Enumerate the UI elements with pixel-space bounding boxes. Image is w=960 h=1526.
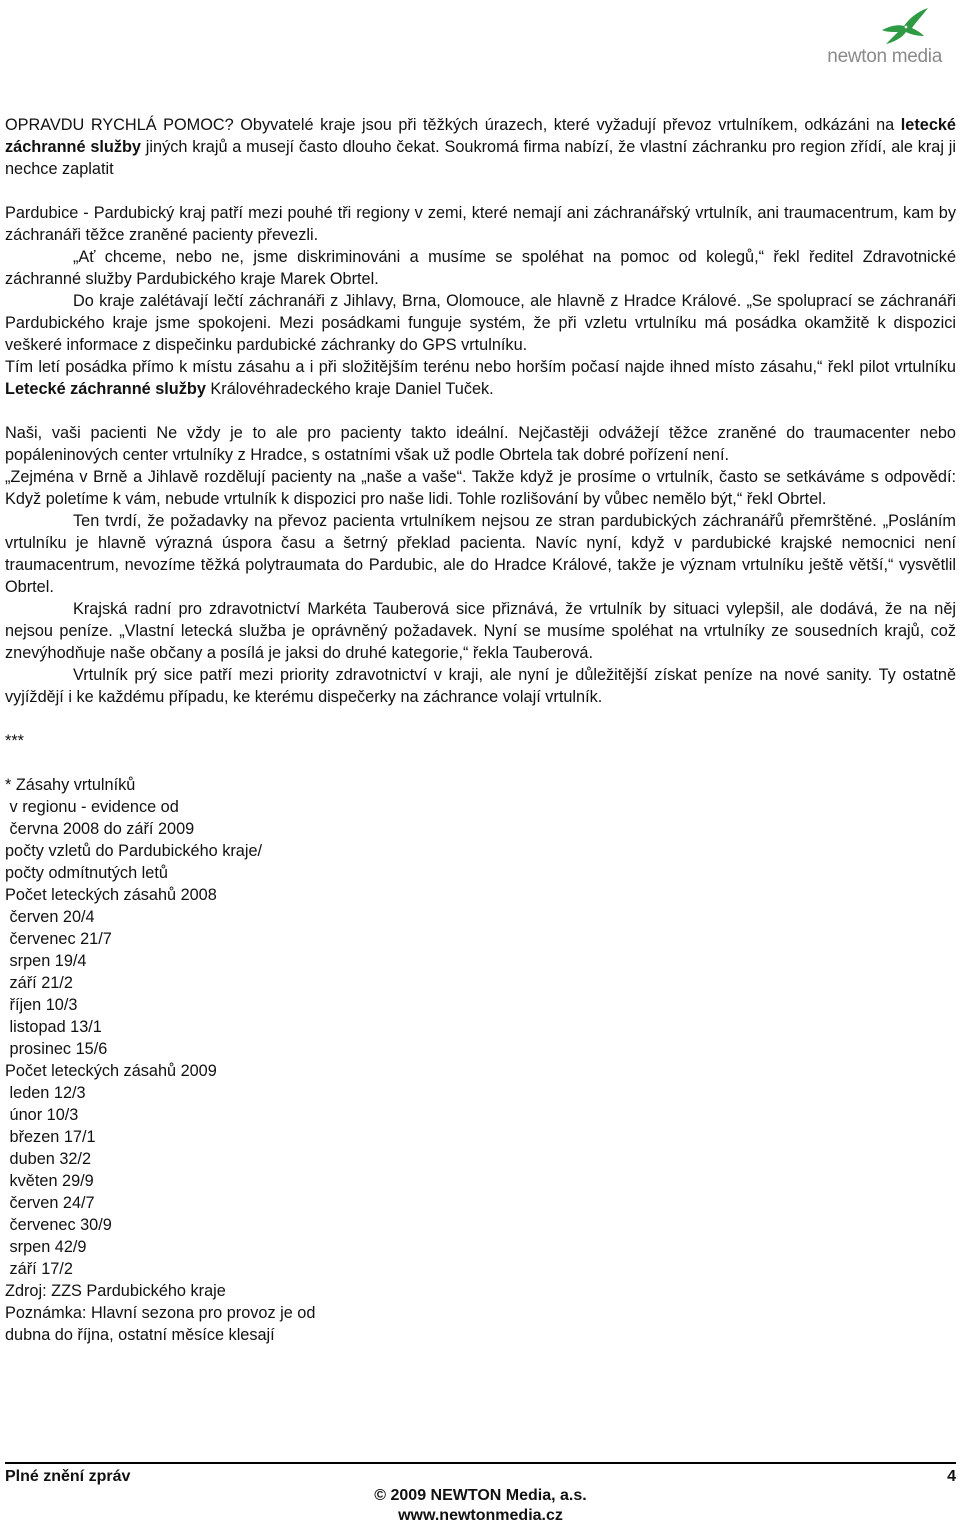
stats-line: září 17/2 <box>5 1260 73 1278</box>
paragraph <box>5 356 956 400</box>
paragraph: „Ať chceme, nebo ne, jsme diskriminováni a musíme se spoléhat na pomoc od kolegů,“ řekl ředitel Zdravotnické záchranné služby Pardubického kraje Marek Obrtel. <box>5 248 956 288</box>
footer-title: Plné znění zpráv <box>5 1468 131 1485</box>
paragraph: Ten tvrdí, že požadavky na převoz pacienta vrtulníkem nejsou ze stran pardubických záchranářů přemrštěné. „Posláním vrtulníku je hlavně výrazná úspora času a šetrný překlad pacienta. Navíc nyní, když v pardubické krajské nemocnici není traumacentrum, nevozíme těžká polytraumata do Pardubic, ale do Hradce Králové, takže je význam vrtulníku ještě větší,“ vysvětlil Obrtel. <box>5 512 956 596</box>
stats-line: leden 12/3 <box>5 1084 86 1102</box>
stats-line: Počet leteckých zásahů 2009 <box>5 1062 217 1080</box>
paragraph: Do kraje zalétávají lečtí záchranáři z Jihlavy, Brna, Olomouce, ale hlavně z Hradce Králové. „Se spoluprací se záchranáři Pardubického kraje jsme spokojeni. Mezi posádkami funguje systém, že při vzletu vrtulníku má posádka okamžitě k dispozici veškeré informace z dispečinku pardubické záchranky do GPS vrtulníku. <box>5 292 956 354</box>
stats-line: červen 24/7 <box>5 1194 95 1212</box>
stats-line: počty odmítnutých letů <box>5 864 168 882</box>
intro-text: OPRAVDU RYCHLÁ POMOC? Obyvatelé kraje jsou při těžkých úrazech, které vyžadují převoz vrtulníkem, odkázáni na <box>5 116 901 134</box>
paragraph: Pardubice - Pardubický kraj patří mezi pouhé tři regiony v zemi, které nemají ani záchranářský vrtulník, ani traumacentrum, kam by záchranáři těžce zraněné pacienty převezli. <box>5 204 956 244</box>
paragraph: Vrtulník prý sice patří mezi priority zdravotnictví v kraji, ale nyní je důležitější získat peníze na nové sanity. Ty ostatně vyjíždějí i ke každému případu, ke kterému dispečerky na záchrance volají vrtulník. <box>5 666 956 706</box>
stats-line: srpen 19/4 <box>5 952 87 970</box>
stats-line: v regionu - evidence od <box>5 798 179 816</box>
stats-line: říjen 10/3 <box>5 996 78 1014</box>
stats-line: června 2008 do září 2009 <box>5 820 195 838</box>
paragraph-bold: Letecké záchranné služby <box>5 380 206 398</box>
stats-line: září 21/2 <box>5 974 73 992</box>
separator: *** <box>5 732 25 750</box>
stats-line: prosinec 15/6 <box>5 1040 108 1058</box>
paragraph: Naši, vaši pacienti Ne vždy je to ale pro pacienty takto ideální. Nejčastěji odvážejí těžce zraněné do traumacenter nebo popáleninových center vrtulníky z Hradce, s ostatními však už podle Obrtela tak dobré pořízení není. <box>5 424 956 464</box>
intro-bold: letecké záchranné služby <box>5 116 956 156</box>
stats-line: květen 29/9 <box>5 1172 94 1190</box>
paragraph-text: Tím letí posádka přímo k místu zásahu a i při složitějším terénu nebo horším počasí najde ihned místo zásahu,“ řekl pilot vrtulníku <box>5 358 956 376</box>
logo-text: newton media <box>827 46 942 67</box>
stats-line: * Zásahy vrtulníků <box>5 776 136 794</box>
paragraph-text: Královéhradeckého kraje Daniel Tuček. <box>205 380 494 398</box>
statistics-list <box>5 774 956 1346</box>
intro-text: jiných krajů a musejí často dlouho čekat. Soukromá firma nabízí, že vlastní záchranku pro region zřídí, ale kraj ji nechce zaplatit <box>5 138 956 178</box>
stats-line: počty vzletů do Pardubického kraje/ <box>5 842 263 860</box>
paragraph: „Zejména v Brně a Jihlavě rozdělují pacienty na „naše a vaše“. Takže když je prosíme o vrtulník, často se setkáváme s odpovědí: Když poletíme k vám, nebude vrtulník k dispozici pro naše lidi. Tohle rozlišování by vůbec nemělo být,“ řekl Obrtel. <box>5 468 956 508</box>
newton-media-logo <box>822 6 942 68</box>
stats-line: duben 32/2 <box>5 1150 92 1168</box>
stats-line: červenec 21/7 <box>5 930 112 948</box>
article-intro <box>5 114 956 180</box>
stats-line: březen 17/1 <box>5 1128 96 1146</box>
article-body <box>5 114 956 1346</box>
stats-line: srpen 42/9 <box>5 1238 87 1256</box>
footer-url[interactable]: www.newtonmedia.cz <box>398 1507 563 1524</box>
hummingbird-icon <box>876 6 932 46</box>
stats-line: listopad 13/1 <box>5 1018 102 1036</box>
page-footer <box>5 1462 956 1526</box>
paragraph: Krajská radní pro zdravotnictví Markéta Tauberová sice přiznává, že vrtulník by situaci vylepšil, ale dodává, že na něj nejsou peníze. „Vlastní letecká služba je oprávněný požadavek. Nyní se musíme spoléhat na vrtulníky ze sousedních krajů, což znevýhodňuje naše občany a posílá je jaksi do druhé kategorie,“ řekla Tauberová. <box>5 600 956 662</box>
stats-line: Poznámka: Hlavní sezona pro provoz je od <box>5 1304 316 1322</box>
stats-line: únor 10/3 <box>5 1106 79 1124</box>
page-number: 4 <box>947 1468 956 1485</box>
stats-line: Zdroj: ZZS Pardubického kraje <box>5 1282 226 1300</box>
footer-copyright: © 2009 NEWTON Media, a.s. <box>374 1487 587 1504</box>
stats-line: dubna do října, ostatní měsíce klesají <box>5 1326 275 1344</box>
stats-line: červenec 30/9 <box>5 1216 112 1234</box>
stats-line: červen 20/4 <box>5 908 95 926</box>
stats-line: Počet leteckých zásahů 2008 <box>5 886 217 904</box>
